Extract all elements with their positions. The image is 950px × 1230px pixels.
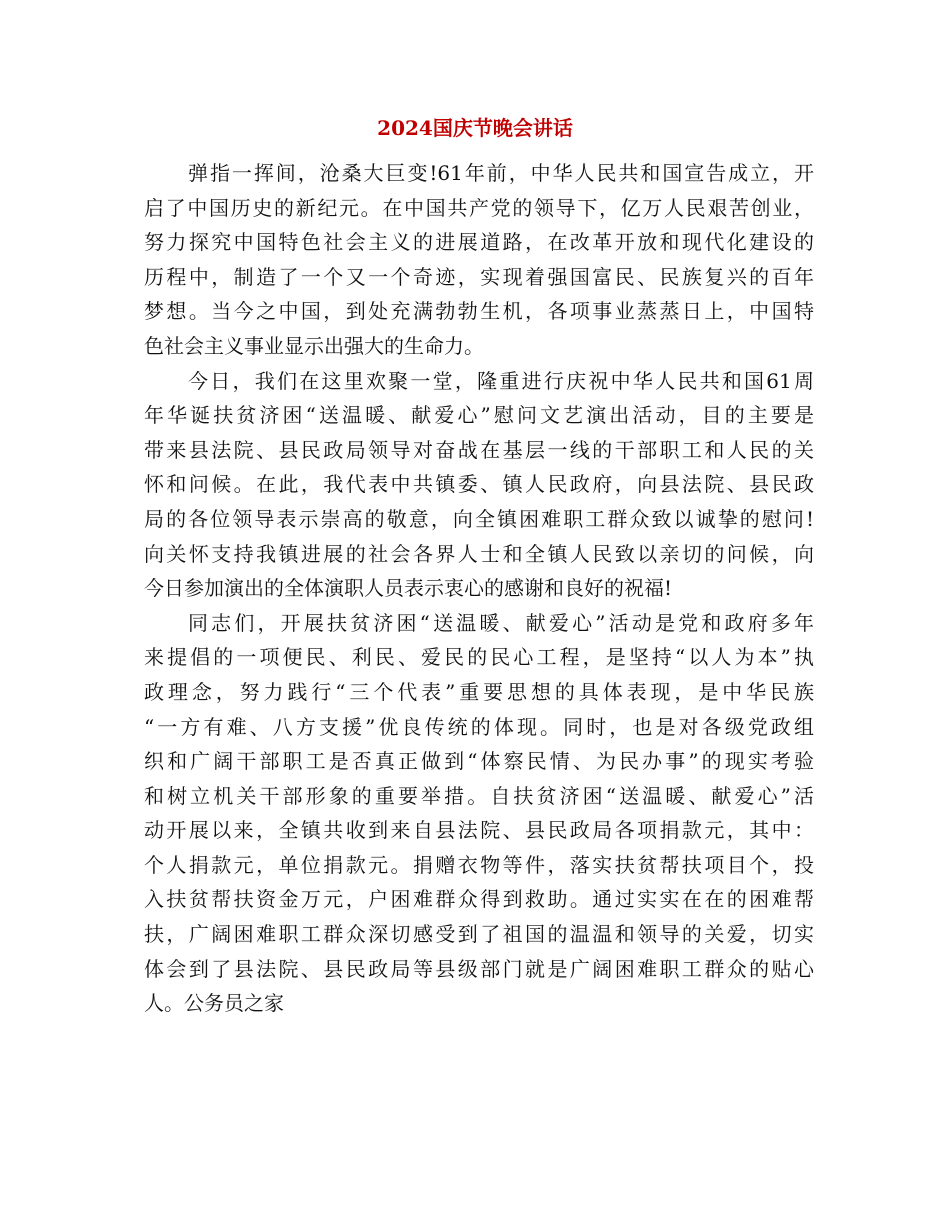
text-line: 梦想。当今之中国，到处充满勃勃生机，各项事业蒸蒸日上，中国特	[144, 299, 814, 324]
text-line: 弹指一挥间，沧桑大巨变!61年前，中华人民共和国宣告成立，开	[188, 161, 814, 185]
text-line: 同志们，开展扶贫济困“送温暖、献爱心”活动是党和政府多年	[188, 610, 814, 635]
text-line: 来提倡的一项便民、利民、爱民的民心工程，是坚持“以人为本”执	[144, 645, 814, 670]
text-line: 扶，广阔困难职工群众深切感受到了祖国的温温和领导的关爱，切实	[144, 922, 814, 947]
text-line: 局的各位领导表示崇高的敬意，向全镇困难职工群众致以诚挚的慰问!	[144, 506, 814, 531]
text-line: “一方有难、八方支援”优良传统的体现。同时，也是对各级党政组	[144, 714, 814, 739]
text-line: 和树立机关干部形象的重要举措。自扶贫济困“送温暖、献爱心”活	[144, 783, 814, 808]
paragraph-2	[144, 364, 814, 606]
text-line: 入扶贫帮扶资金万元，户困难群众得到救助。通过实实在在的困难帮	[144, 887, 814, 912]
text-line: 色社会主义事业显示出强大的生命力。	[144, 333, 484, 358]
text-line: 政理念，努力践行“三个代表”重要思想的具体表现，是中华民族	[144, 679, 814, 704]
paragraph-3	[144, 606, 814, 1021]
text-line: 人。公务员之家	[144, 991, 284, 1016]
text-line: 体会到了县法院、县民政局等县级部门就是广阔困难职工群众的贴心	[144, 956, 814, 981]
text-line: 个人捐款元，单位捐款元。捐赠衣物等件，落实扶贫帮扶项目个，投	[144, 852, 814, 877]
document-body	[144, 156, 814, 1021]
text-line: 织和广阔干部职工是否真正做到“体察民情、为民办事”的现实考验	[144, 749, 814, 774]
text-line: 怀和问候。在此，我代表中共镇委、镇人民政府，向县法院、县民政	[144, 472, 814, 497]
text-line: 努力探究中国特色社会主义的进展道路，在改革开放和现代化建设的	[144, 230, 814, 255]
text-line: 启了中国历史的新纪元。在中国共产党的领导下，亿万人民艰苦创业，	[144, 195, 814, 220]
text-line: 年华诞扶贫济困“送温暖、献爱心”慰问文艺演出活动，目的主要是	[144, 403, 814, 428]
paragraph-1	[144, 156, 814, 364]
text-line: 今日参加演出的全体演职人员表示衷心的感谢和良好的祝福!	[144, 576, 673, 601]
text-line: 动开展以来，全镇共收到来自县法院、县民政局各项捐款元，其中：	[144, 818, 814, 843]
text-line: 今日，我们在这里欢聚一堂，隆重进行庆祝中华人民共和国61周	[188, 368, 814, 393]
text-line: 向关怀支持我镇进展的社会各界人士和全镇人民致以亲切的问候，向	[144, 541, 814, 566]
text-line: 带来县法院、县民政局领导对奋战在基层一线的干部职工和人民的关	[144, 437, 814, 462]
document-title: 2024国庆节晚会讲话	[377, 116, 573, 140]
text-line: 历程中，制造了一个又一个奇迹，实现着强国富民、民族复兴的百年	[144, 264, 814, 289]
